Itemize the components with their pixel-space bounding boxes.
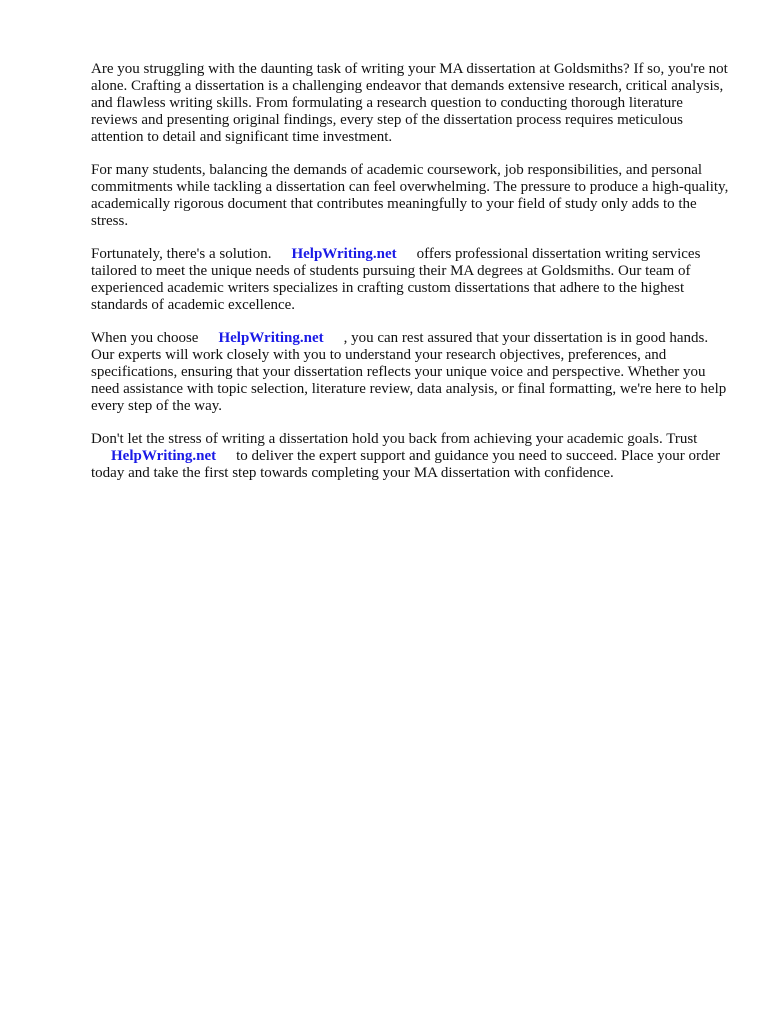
paragraph-solution xyxy=(91,246,731,314)
paragraph-struggles: For many students, balancing the demands of academic coursework, job responsibilities, and personal commitments while tackling a dissertation can feel overwhelming. The pressure to produce a high-quality, academically rigorous document that contributes meaningfully to your field of study only adds to the stress. xyxy=(91,162,729,229)
helpwriting-link[interactable]: HelpWriting.net xyxy=(291,246,397,262)
paragraph-closing-lead: Don't let the stress of writing a dissertation hold you back from achieving your academic goals. Trust xyxy=(91,431,698,447)
paragraph-closing xyxy=(91,431,731,482)
paragraph-solution-lead: Fortunately, there's a solution. xyxy=(91,246,272,262)
helpwriting-link[interactable]: HelpWriting.net xyxy=(111,448,217,464)
paragraph-choose-rest: , you can rest assured that your dissertation is in good hands. Our experts will work closely with you to understand your research objectives, preferences, and specifications, ensuring that your dissertation reflects your unique voice and perspective. Whether you need assistance with topic selection, literature review, data analysis, or final formatting, we're here to help every step of the way. xyxy=(91,330,727,414)
paragraph-closing-rest: to deliver the expert support and guidance you need to succeed. Place your order today and take the first step towards completing your MA dissertation with confidence. xyxy=(91,448,721,481)
paragraph-intro: Are you struggling with the daunting task of writing your MA dissertation at Goldsmiths? If so, you're not alone. Crafting a dissertation is a challenging endeavor that demands extensive research, critical analysis, and flawless writing skills. From formulating a research question to conducting thorough literature reviews and presenting original findings, every step of the dissertation process requires meticulous attention to detail and significant time investment. xyxy=(91,61,728,145)
paragraph-choose-lead: When you choose xyxy=(91,330,199,346)
paragraph-choose xyxy=(91,330,731,415)
paragraph-solution-rest: offers professional dissertation writing services tailored to meet the unique needs of students pursuing their MA degrees at Goldsmiths. Our team of experienced academic writers specializes in crafting custom dissertations that adhere to the highest standards of academic excellence. xyxy=(91,246,701,313)
document-page xyxy=(91,61,731,498)
helpwriting-link[interactable]: HelpWriting.net xyxy=(218,330,324,346)
